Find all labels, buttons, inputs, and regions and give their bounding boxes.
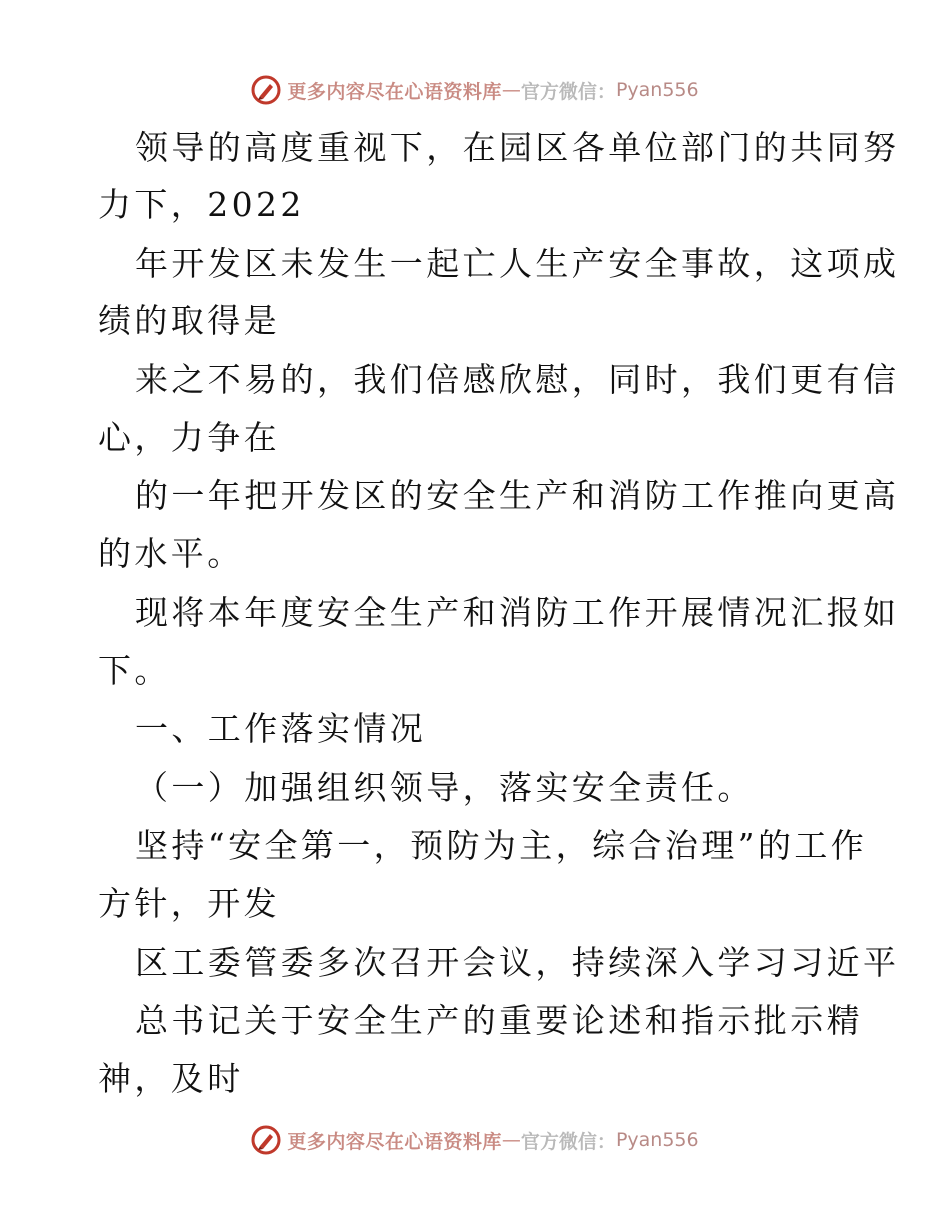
text-line: 方针，开发 <box>98 884 280 923</box>
subsection-heading: （一）加强组织领导，落实安全责任。 <box>135 768 754 807</box>
watermark-site-name: 更多内容尽在心语资料库 <box>287 1130 502 1153</box>
watermark-site-name: 更多内容尽在心语资料库 <box>287 80 502 103</box>
text-line: 坚持“安全第一，预防为主，综合治理”的工作 <box>135 826 868 865</box>
text-line: 下。 <box>98 651 171 690</box>
text-line: 年开发区未发生一起亡人生产安全事故，这项成 <box>135 244 900 283</box>
watermark-dash: — <box>501 1129 521 1151</box>
text-line: 心，力争在 <box>98 418 280 457</box>
text-line: 的一年把开发区的安全生产和消防工作推向更高 <box>135 476 900 515</box>
text-line: 绩的取得是 <box>98 301 280 340</box>
text-line: 总书记关于安全生产的重要论述和指示批示精 <box>135 1001 863 1040</box>
watermark-wechat-id: Pyan556 <box>615 1129 699 1151</box>
text-line: 现将本年度安全生产和消防工作开展情况汇报如 <box>135 593 900 632</box>
watermark-dash: — <box>501 79 521 101</box>
watermark-wechat-label: 官方微信： <box>520 1130 616 1153</box>
watermark-wechat-id: Pyan556 <box>615 79 699 101</box>
pen-logo-icon <box>251 75 281 105</box>
text-line: 力下，2022 <box>98 185 305 224</box>
watermark-wechat-label: 官方微信： <box>520 80 616 103</box>
text-line: 领导的高度重视下，在园区各单位部门的共同努 <box>135 128 900 167</box>
pen-logo-icon <box>251 1125 281 1155</box>
text-line: 来之不易的，我们倍感欣慰，同时，我们更有信 <box>135 360 900 399</box>
text-line: 的水平。 <box>98 534 244 573</box>
text-line: 区工委管委多次召开会议，持续深入学习习近平 <box>135 943 900 982</box>
text-line: 神，及时 <box>98 1059 244 1098</box>
header-watermark <box>0 70 950 110</box>
section-heading: 一、工作落实情况 <box>135 709 427 748</box>
footer-watermark <box>0 1120 950 1160</box>
